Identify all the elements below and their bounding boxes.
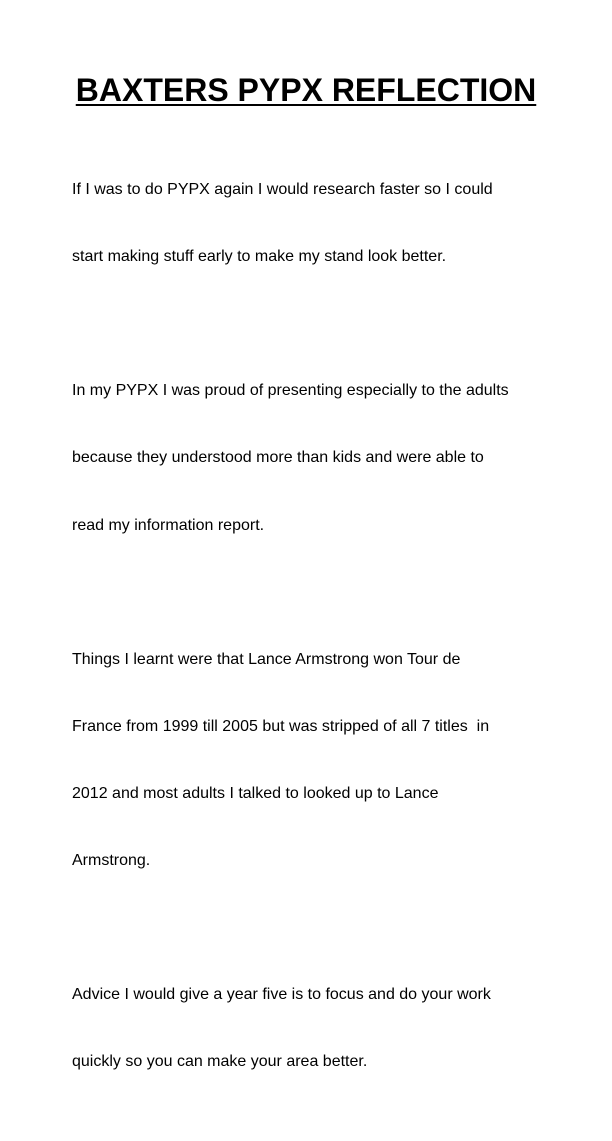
paragraph-line: 2012 and most adults I talked to looked up to Lance [72,784,439,802]
paragraph-line: Advice I would give a year five is to focus and do your work [72,986,491,1004]
paragraph-line: Armstrong. [72,852,151,870]
paragraph-line: because they understood more than kids and were able to [72,449,484,467]
paragraph-advice [72,939,552,1118]
paragraph-line: quickly so you can make your area better. [72,1053,368,1071]
paragraph-line: read my information report. [72,516,265,534]
paragraph-line: If I was to do PYPX again I would research faster so I could [72,180,493,198]
paragraph-learnt [72,604,552,918]
paragraph-line: France from 1999 till 2005 but was stripped of all 7 titles in [72,717,490,735]
paragraph-improvement [72,134,552,313]
paragraph-line: In my PYPX I was proud of presenting especially to the adults [72,382,509,400]
document-title: BAXTERS PYPX REFLECTION [75,72,537,108]
paragraph-proud [72,335,552,581]
paragraph-line: Things I learnt were that Lance Armstrong won Tour de [72,650,461,668]
paragraph-line: start making stuff early to make my stand look better. [72,248,447,266]
document-body [72,134,552,1141]
